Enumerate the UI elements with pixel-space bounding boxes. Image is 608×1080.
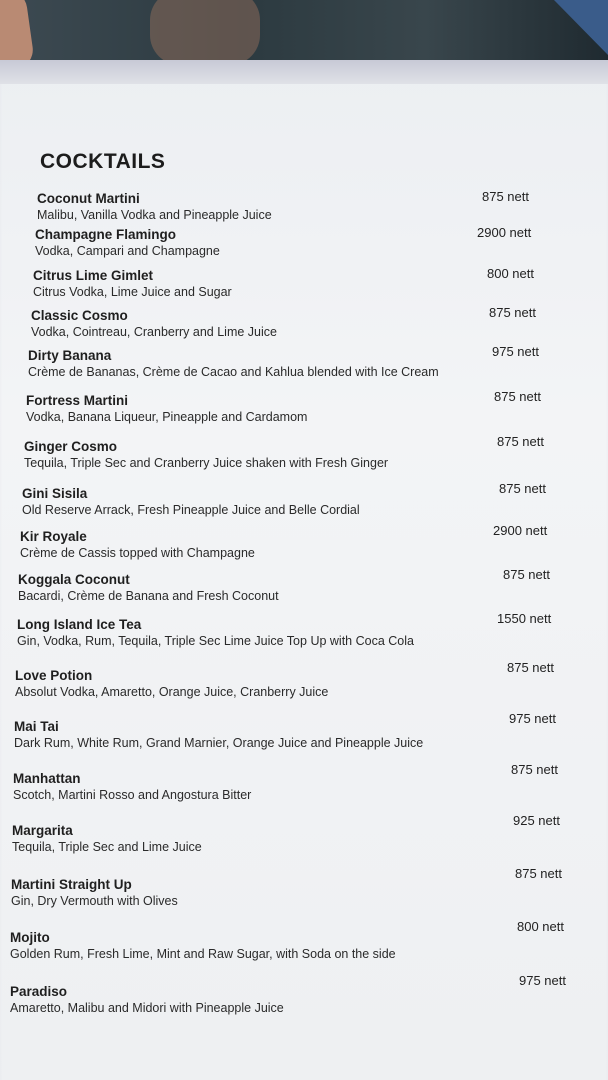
menu-item bbox=[13, 771, 251, 803]
item-description: Malibu, Vanilla Vodka and Pineapple Juice bbox=[37, 208, 272, 222]
menu-item bbox=[22, 486, 360, 518]
menu-item bbox=[35, 227, 220, 259]
item-price: 875 nett bbox=[503, 567, 550, 582]
item-name: Martini Straight Up bbox=[11, 877, 132, 892]
item-price: 875 nett bbox=[494, 389, 541, 404]
menu-item bbox=[12, 823, 202, 855]
item-name: Coconut Martini bbox=[37, 191, 140, 206]
item-name: Kir Royale bbox=[20, 529, 87, 544]
item-name: Koggala Coconut bbox=[18, 572, 130, 587]
item-price: 875 nett bbox=[482, 189, 529, 204]
item-name: Ginger Cosmo bbox=[24, 439, 118, 454]
menu-item bbox=[31, 308, 277, 340]
item-price: 875 nett bbox=[515, 866, 562, 881]
item-name: Dirty Banana bbox=[28, 348, 112, 363]
item-description: Vodka, Banana Liqueur, Pineapple and Cardamom bbox=[26, 410, 308, 424]
item-name: Long Island Ice Tea bbox=[17, 617, 142, 632]
item-name: Fortress Martini bbox=[26, 393, 129, 408]
menu-item bbox=[33, 268, 232, 300]
item-price: 925 nett bbox=[513, 813, 560, 828]
item-description: Crème de Bananas, Crème de Cacao and Kahlua blended with Ice Cream bbox=[28, 365, 439, 379]
item-name: Margarita bbox=[12, 823, 73, 838]
menu-item bbox=[28, 348, 439, 380]
item-description: Golden Rum, Fresh Lime, Mint and Raw Sugar, with Soda on the side bbox=[10, 947, 396, 961]
item-description: Crème de Cassis topped with Champagne bbox=[20, 546, 255, 560]
item-description: Amaretto, Malibu and Midori with Pineapple Juice bbox=[10, 1001, 284, 1015]
item-name: Citrus Lime Gimlet bbox=[33, 268, 154, 283]
item-price: 800 nett bbox=[487, 266, 534, 281]
item-description: Old Reserve Arrack, Fresh Pineapple Juice and Belle Cordial bbox=[22, 503, 360, 517]
item-price: 975 nett bbox=[509, 711, 556, 726]
item-name: Love Potion bbox=[15, 668, 93, 683]
item-description: Gin, Vodka, Rum, Tequila, Triple Sec Lime Juice Top Up with Coca Cola bbox=[17, 634, 414, 648]
item-name: Champagne Flamingo bbox=[35, 227, 177, 242]
item-name: Mai Tai bbox=[14, 719, 59, 734]
item-name: Mojito bbox=[10, 930, 50, 945]
item-description: Dark Rum, White Rum, Grand Marnier, Orange Juice and Pineapple Juice bbox=[14, 736, 424, 750]
item-price: 875 nett bbox=[511, 762, 558, 777]
item-price: 975 nett bbox=[492, 344, 539, 359]
item-price: 2900 nett bbox=[493, 523, 548, 538]
item-description: Bacardi, Crème de Banana and Fresh Coconut bbox=[18, 589, 279, 603]
item-price: 875 nett bbox=[499, 481, 546, 496]
menu-heading: COCKTAILS bbox=[40, 150, 166, 173]
menu-item bbox=[11, 877, 178, 909]
menu-item bbox=[10, 930, 396, 962]
item-price: 800 nett bbox=[517, 919, 564, 934]
menu-item bbox=[10, 984, 284, 1016]
menu-item bbox=[24, 439, 388, 471]
menu-item bbox=[18, 572, 279, 604]
menu-item bbox=[14, 719, 423, 751]
menu-item bbox=[20, 529, 255, 561]
item-price: 2900 nett bbox=[477, 225, 532, 240]
item-price: 875 nett bbox=[507, 660, 554, 675]
item-price: 875 nett bbox=[497, 434, 544, 449]
paper-top-edge bbox=[0, 60, 608, 84]
item-name: Gini Sisila bbox=[22, 486, 88, 501]
item-description: Vodka, Cointreau, Cranberry and Lime Juice bbox=[31, 325, 277, 339]
item-description: Tequila, Triple Sec and Lime Juice bbox=[12, 840, 202, 854]
menu-item bbox=[15, 668, 328, 700]
item-price: 1550 nett bbox=[497, 611, 552, 626]
item-price: 875 nett bbox=[489, 305, 536, 320]
item-name: Manhattan bbox=[13, 771, 81, 786]
item-description: Absolut Vodka, Amaretto, Orange Juice, Cranberry Juice bbox=[15, 685, 329, 699]
item-description: Vodka, Campari and Champagne bbox=[35, 244, 220, 258]
menu-item bbox=[37, 191, 272, 223]
item-description: Tequila, Triple Sec and Cranberry Juice shaken with Fresh Ginger bbox=[24, 456, 389, 470]
item-description: Scotch, Martini Rosso and Angostura Bitter bbox=[13, 788, 252, 802]
menu-item bbox=[17, 617, 414, 649]
arm-shadow-shape bbox=[150, 0, 260, 65]
menu-item bbox=[26, 393, 307, 425]
item-description: Gin, Dry Vermouth with Olives bbox=[11, 894, 178, 908]
item-name: Classic Cosmo bbox=[31, 308, 128, 323]
item-name: Paradiso bbox=[10, 984, 68, 999]
item-description: Citrus Vodka, Lime Juice and Sugar bbox=[33, 285, 232, 299]
item-price: 975 nett bbox=[519, 973, 566, 988]
